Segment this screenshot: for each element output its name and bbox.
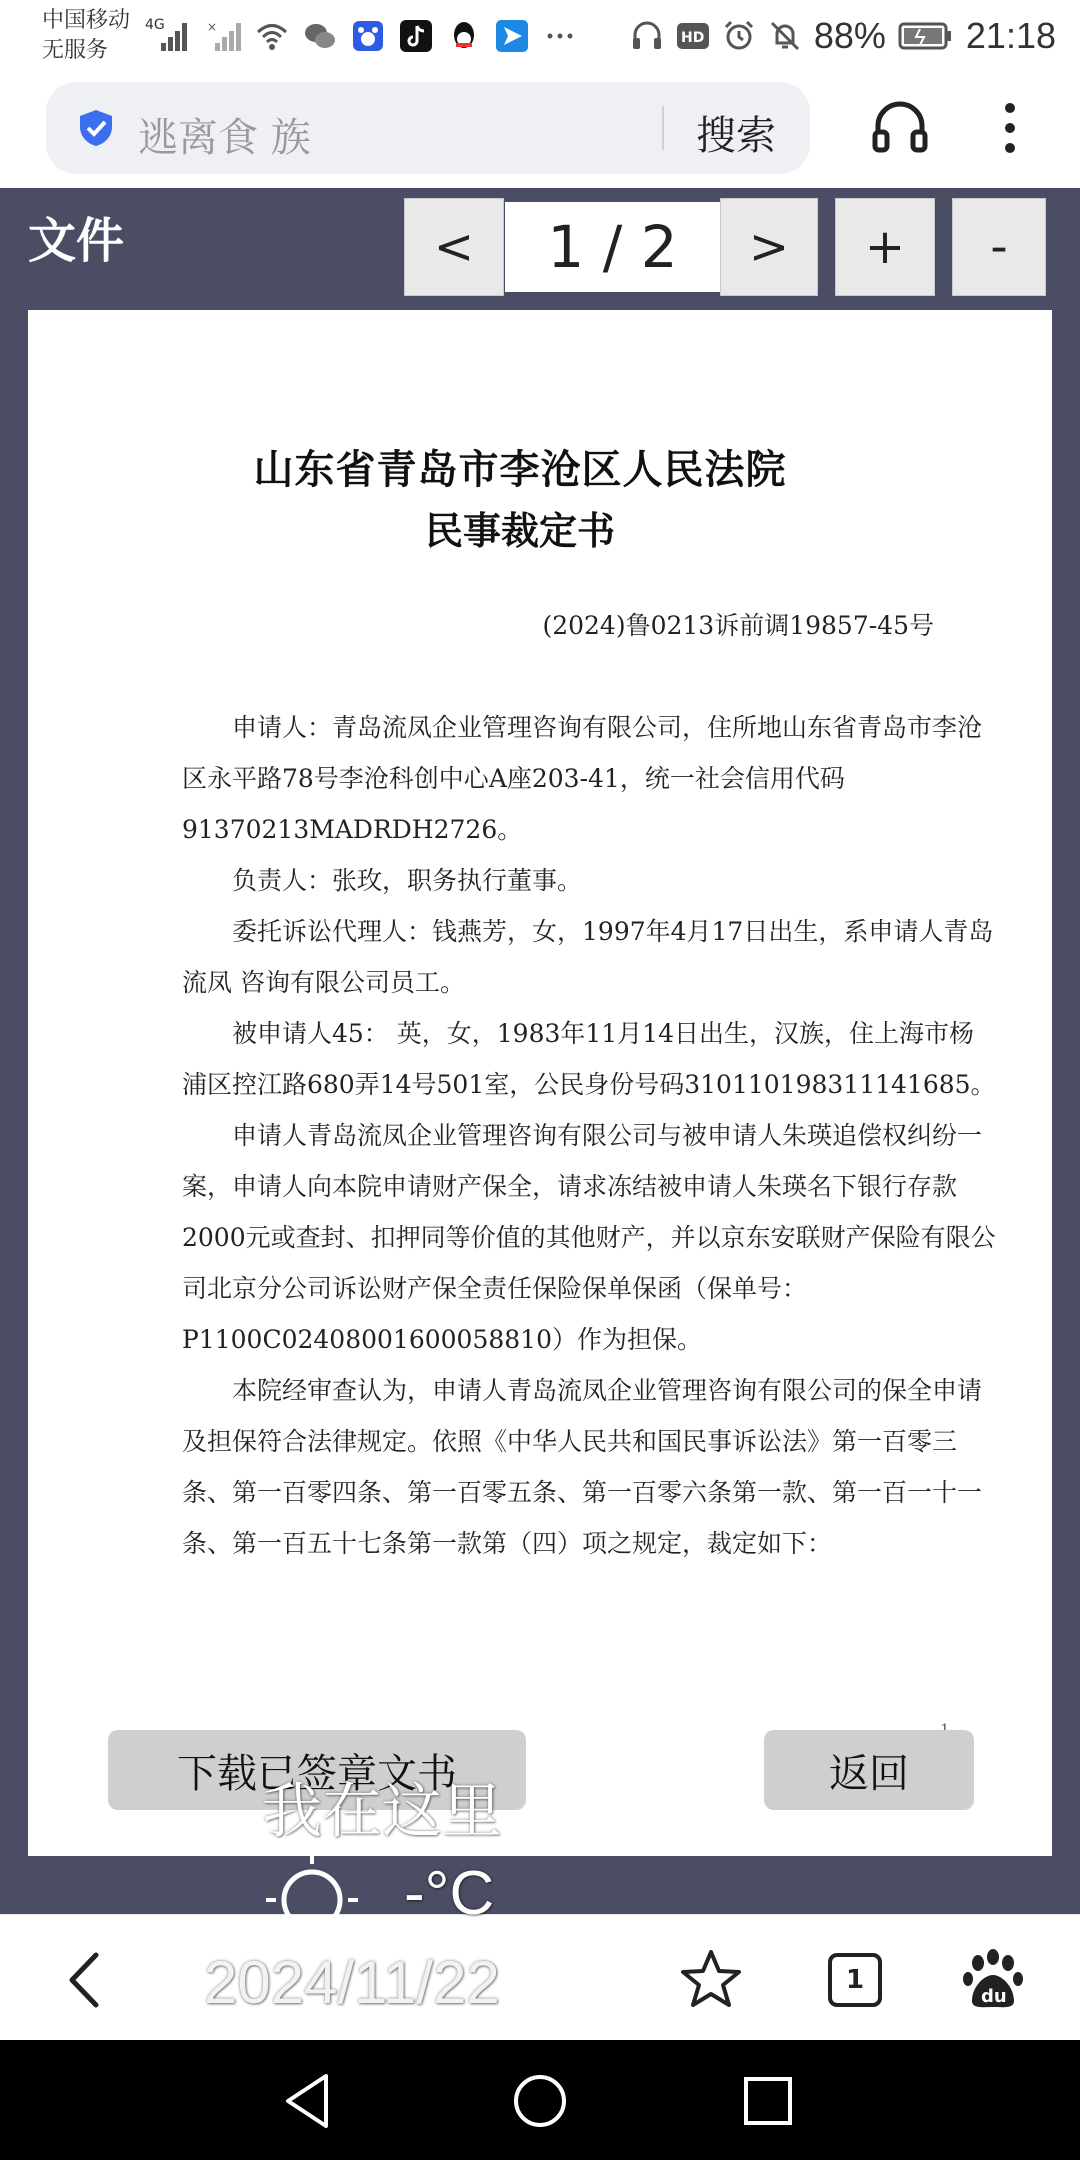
- search-box[interactable]: [46, 82, 810, 174]
- status-bar: [0, 0, 1080, 78]
- headset-icon: [630, 19, 664, 53]
- wechat-icon: [303, 19, 337, 53]
- page-indicator: 1 / 2: [505, 202, 720, 292]
- watermark-location: 我在这里: [262, 1778, 502, 1845]
- more-icon: [543, 19, 577, 53]
- paragraph-responsible: 负责人：张玫，职务执行董事。: [232, 866, 583, 895]
- baidu-paw-icon[interactable]: [958, 1945, 1028, 2015]
- document-body: [182, 702, 996, 1569]
- qq-icon: [447, 19, 481, 53]
- no-signal-icon: [207, 19, 241, 53]
- battery-percent: 88%: [813, 15, 886, 56]
- tabs-button[interactable]: [820, 1945, 890, 2015]
- paragraph-agent: 委托诉讼代理人：钱燕芳，女，1997年4月17日出生，系申请人青岛流凤 咨询有限公司员工。: [182, 917, 994, 997]
- viewer-title: 文件: [28, 213, 125, 269]
- download-signed-document-button[interactable]: 下载已签章文书: [108, 1730, 526, 1810]
- search-query[interactable]: 逃离食 族: [138, 115, 311, 161]
- sun-icon: [262, 1850, 362, 1950]
- shield-icon: [76, 108, 116, 148]
- zoom-in-button[interactable]: +: [835, 198, 935, 296]
- search-divider: [662, 106, 664, 150]
- tiktok-icon: [399, 19, 433, 53]
- clock: 21:18: [965, 15, 1056, 56]
- watermark-temperature: -°C: [404, 1859, 495, 1928]
- back-arrow-icon[interactable]: [52, 1945, 122, 2015]
- document-page: [28, 310, 1052, 1856]
- svg-text:du: du: [981, 1986, 1007, 2007]
- baidu-icon: [351, 19, 385, 53]
- prev-page-button[interactable]: <: [404, 198, 504, 296]
- paragraph-applicant: 申请人：青岛流凤企业管理咨询有限公司，住所地山东省青岛市李沧区永平路78号李沧科创中心A座203-41，统一社会信用代码91370213MADRDH2726。: [182, 713, 983, 844]
- browser-bottom-nav: [0, 1914, 1080, 2040]
- next-page-button[interactable]: >: [720, 198, 818, 296]
- carrier-name: 中国移动: [42, 8, 131, 33]
- bookmark-star-icon[interactable]: [676, 1945, 746, 2015]
- watermark-date: 2024/11/22: [204, 1949, 500, 2016]
- zoom-out-button[interactable]: -: [952, 198, 1046, 296]
- svg-text:×: ×: [207, 20, 218, 34]
- mute-icon: [768, 19, 802, 53]
- nav-home-icon[interactable]: [505, 2066, 575, 2136]
- navigation-icon: [495, 19, 529, 53]
- paragraph-respondent: 被申请人45： 英，女，1983年11月14日出生，汉族，住上海市杨浦区控江路680弄14号501室，公民身份号码310110198311141685。: [182, 1019, 996, 1099]
- svg-text:HD: HD: [680, 30, 705, 46]
- document-subtitle: 民事裁定书: [424, 508, 615, 553]
- nav-recents-icon[interactable]: [733, 2066, 803, 2136]
- document-viewer: [0, 188, 1080, 1914]
- headphone-icon[interactable]: [870, 98, 930, 158]
- wifi-icon: [255, 19, 289, 53]
- carrier-info: [42, 6, 130, 66]
- hd-icon: [676, 19, 710, 53]
- paragraph-facts: 申请人青岛流凤企业管理咨询有限公司与被申请人朱瑛追偿权纠纷一案，申请人向本院申请财产保全，请求冻结被申请人朱瑛名下银行存款2000元或查封、扣押同等价值的其他财产，并以京东安联财产保险有限公司北京分公司诉讼财产保全责任保险保单保函（保单号：P1100C02408001600058810）作为担保。: [182, 1121, 996, 1354]
- back-button[interactable]: 返回: [764, 1730, 974, 1810]
- more-menu-icon[interactable]: [990, 98, 1030, 158]
- search-button[interactable]: 搜索: [696, 113, 776, 159]
- status-icons-right: [630, 10, 1056, 62]
- tab-count: 1: [845, 1965, 865, 1995]
- document-title: 山东省青岛市李沧区人民法院: [253, 446, 787, 493]
- signal-icon: [145, 19, 193, 53]
- battery-icon: [898, 19, 954, 53]
- paragraph-ruling: 本院经审查认为，申请人青岛流凤企业管理咨询有限公司的保全申请及担保符合法律规定。依照《中华人民共和国民事诉讼法》第一百零三条、第一百零四条、第一百零五条、第一百零六条第一款、第一百一十一条、第一百五十七条第一款第（四）项之规定，裁定如下：: [182, 1376, 983, 1558]
- case-number: (2024)鲁0213诉前调19857-45号: [542, 611, 934, 640]
- status-icons-left: [145, 14, 577, 58]
- system-nav-bar: [0, 2040, 1080, 2160]
- carrier-status: 无服务: [42, 38, 109, 63]
- nav-back-icon[interactable]: [274, 2066, 344, 2136]
- browser-toolbar: [0, 78, 1080, 188]
- network-type: 4G: [145, 17, 165, 33]
- alarm-icon: [722, 19, 756, 53]
